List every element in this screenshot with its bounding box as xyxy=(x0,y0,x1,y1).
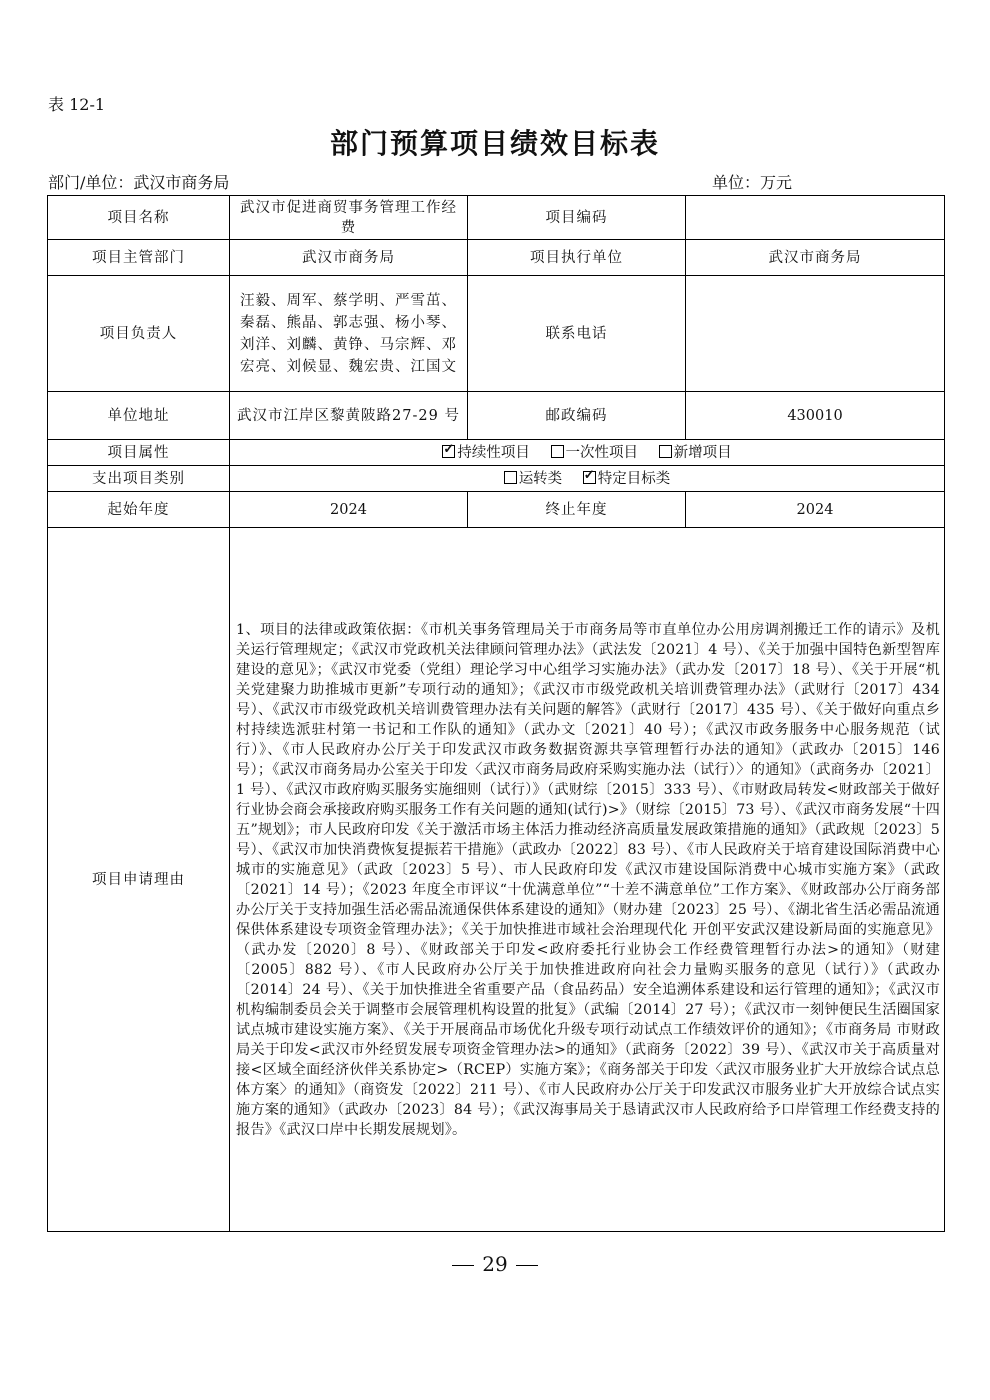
project-name-value: 武汉市促进商贸事务管理工作经费 xyxy=(230,196,468,240)
table-row xyxy=(48,196,945,240)
end-value: 2024 xyxy=(686,492,945,528)
attr-option-continuous[interactable]: ✓ 持续性项目 xyxy=(442,443,530,463)
table-number: 表 12-1 xyxy=(48,95,106,114)
category-label: 支出项目类别 xyxy=(48,466,230,492)
document-title: 部门预算项目绩效目标表 xyxy=(329,127,660,160)
table-row xyxy=(48,240,945,276)
unit-label: 单位：万元 xyxy=(712,173,793,192)
leader-value: 汪毅、周军、蔡学明、严雪茁、秦磊、熊晶、郭志强、杨小琴、刘洋、刘麟、黄铮、马宗辉、邓宏亮、刘候显、魏宏贵、江国文 xyxy=(230,276,468,392)
checked-box-icon xyxy=(583,471,596,484)
table-row xyxy=(48,440,945,466)
dash-decoration xyxy=(516,1265,538,1266)
table-row xyxy=(48,276,945,392)
page-number: 29 xyxy=(0,1252,990,1276)
start-label: 起始年度 xyxy=(48,492,230,528)
attr-label: 项目属性 xyxy=(48,440,230,466)
unchecked-box-icon xyxy=(659,445,672,458)
reason-text: 1、项目的法律或政策依据：《市机关事务管理局关于市商务局等市直单位办公用房调剂搬迁工作的请示》及机关运行管理规定；《武汉市党政机关法律顾问管理办法》（武法发〔2021〕4 号）、《关于加强中国特色新型智库建设的意见》；《武汉市党委（党组）理论学习中心组学习实施办法》（武办发〔2017〕18 号）、《关于开展“机关党建聚力助推城市更新”专项行动的通知》；《武汉市市级党政机关培训费管理办法》（武财行〔2017〕434 号）、《武汉市市级党政机关培训费管理办法有关问题的解答》（武财行〔2017〕435 号）、《关于做好向重点乡村持续选派驻村第一书记和工作队的通知》（武办文〔2021〕40 号）；《武汉市政务服务中心服务规范（试行）》、《市人民政府办公厅关于印发武汉市政务数据资源共享管理暂行办法的通知》（武政办〔2015〕146 号）；《武汉市商务局办公室关于印发〈武汉市商务局政府采购实施办法（试行）〉的通知》（武商务办〔2021〕1 号）、《武汉市政府购买服务实施细则（试行）》（武财综〔2015〕333 号）、《市财政局转发<财政部关于做好行业协会商会承接政府购买服务工作有关问题的通知(试行)>》（财综〔2015〕73 号）、《武汉市商务发展“十四五”规划》；市人民政府印发《关于激活市场主体活力推动经济高质量发展政策措施的通知》（武政规〔2023〕5 号）、《武汉市加快消费恢复提振若干措施》（武政办〔2022〕83 号）、《市人民政府关于培育建设国际消费中心城市的实施意见》（武政〔2023〕5 号）、市人民政府印发《武汉市建设国际消费中心城市实施方案》（武政〔2021〕14 号）；《2023 年度全市评议“十优满意单位”“十差不满意单位”工作方案》、《财政部办公厅商务部办公厅关于支持加强生活必需品流通保供体系建设的通知》（财办建〔2023〕25 号）、《湖北省生活必需品流通保供体系建设专项资金管理办法》；《关于加快推进市域社会治理现代化 开创平安武汉建设新局面的实施意见》（武办发〔2020〕8 号）、《财政部关于印发<政府委托行业协会工作经费管理暂行办法>的通知》（财建〔2005〕882 号）、《市人民政府办公厅关于加快推进政府向社会力量购买服务的意见（试行）》（武政办〔2014〕24 号）、《关于加快推进全省重要产品（食品药品）安全追溯体系建设和运行管理的通知》；《武汉市机构编制委员会关于调整市会展管理机构设置的批复》（武编〔2014〕27 号）；《武汉市一刻钟便民生活圈国家试点城市建设实施方案》、《关于开展商品市场优化升级专项行动试点工作绩效评价的通知》；《市商务局 市财政局关于印发<武汉市外经贸发展专项资金管理办法>的通知》（武商务〔2022〕39 号）、《武汉市关于高质量对接<区域全面经济伙伴关系协定>（RCEP）实施方案》；《商务部关于印发〈武汉市服务业扩大开放综合试点总体方案〉的通知》（商资发〔2022〕211 号）、《市人民政府办公厅关于印发武汉市服务业扩大开放综合试点实施方案的通知》（武政办〔2023〕84 号）；《武汉海事局关于恳请武汉市人民政府给予口岸管理工作经费支持的报告》《武汉口岸中长期发展规划》。 xyxy=(230,528,945,1232)
checked-box-icon xyxy=(442,445,455,458)
cat-option-operation[interactable]: 运转类 xyxy=(504,469,563,489)
unchecked-box-icon xyxy=(551,445,564,458)
department-label: 部门/单位：武汉市商务局 xyxy=(48,173,230,192)
dept-value: 武汉市商务局 xyxy=(230,240,468,276)
dash-decoration xyxy=(452,1265,474,1266)
exec-label: 项目执行单位 xyxy=(468,240,686,276)
category-options xyxy=(230,466,945,492)
attr-options xyxy=(230,440,945,466)
address-label: 单位地址 xyxy=(48,392,230,440)
project-name-label: 项目名称 xyxy=(48,196,230,240)
attr-option-new[interactable]: 新增项目 xyxy=(659,443,732,463)
attr-option-onetime[interactable]: 一次性项目 xyxy=(551,443,639,463)
postcode-label: 邮政编码 xyxy=(468,392,686,440)
exec-value: 武汉市商务局 xyxy=(686,240,945,276)
table-row xyxy=(48,492,945,528)
cat-option-specific[interactable]: ✓ 特定目标类 xyxy=(583,469,671,489)
end-label: 终止年度 xyxy=(468,492,686,528)
table-row xyxy=(48,466,945,492)
table-row xyxy=(48,392,945,440)
table-row xyxy=(48,528,945,1232)
leader-label: 项目负责人 xyxy=(48,276,230,392)
reason-label: 项目申请理由 xyxy=(48,528,230,1232)
start-value: 2024 xyxy=(230,492,468,528)
phone-label: 联系电话 xyxy=(468,276,686,392)
postcode-value: 430010 xyxy=(686,392,945,440)
performance-target-table xyxy=(47,195,945,1232)
phone-value xyxy=(686,276,945,392)
dept-label: 项目主管部门 xyxy=(48,240,230,276)
project-code-label: 项目编码 xyxy=(468,196,686,240)
project-code-value xyxy=(686,196,945,240)
unchecked-box-icon xyxy=(504,471,517,484)
address-value: 武汉市江岸区黎黄陂路27-29 号 xyxy=(230,392,468,440)
